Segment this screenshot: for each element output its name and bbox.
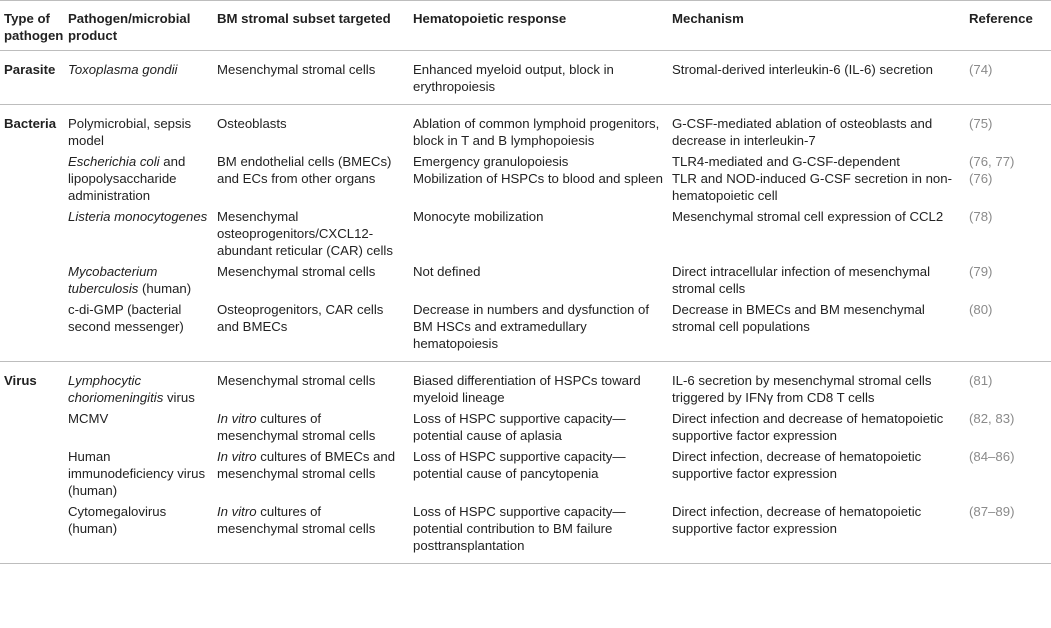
table-row [0, 51, 1051, 105]
pathogen-cell: Human immunodeficiency virus (human) [68, 449, 206, 498]
response-cell: Loss of HSPC supportive capacity—potential contribution to BM failure posttransplantation [413, 504, 626, 553]
subset-cell: BM endothelial cells (BMECs) and ECs from other organs [217, 154, 392, 186]
table-row [0, 149, 1051, 204]
subset-cell: Mesenchymal stromal cells [217, 62, 376, 77]
subset-cell: In vitro cultures of BMECs and mesenchymal stromal cells [217, 449, 396, 481]
response-cell: Enhanced myeloid output, block in erythropoiesis [413, 62, 614, 94]
mechanism-cell: Mesenchymal stromal cell expression of CCL2 [672, 209, 944, 224]
table-row [0, 297, 1051, 362]
group-virus [0, 362, 1051, 564]
mechanism-cell: Stromal-derived interleukin-6 (IL-6) secretion [672, 62, 933, 77]
reference-cell: (87–89) [969, 504, 1015, 519]
mechanism-cell: G-CSF-mediated ablation of osteoblasts and decrease in interleukin-7 [672, 116, 933, 148]
subset-cell: Osteoblasts [217, 116, 287, 131]
mechanism-cell: Direct infection, decrease of hematopoietic supportive factor expression [672, 504, 922, 536]
response-cell: Monocyte mobilization [413, 209, 544, 224]
header-type: Type of pathogen [4, 11, 64, 43]
response-cell: Ablation of common lymphoid progenitors, block in T and B lymphopoiesis [413, 116, 660, 148]
header-response: Hematopoietic response [413, 11, 567, 26]
pathogen-cell: Listeria monocytogenes [68, 209, 208, 224]
pathogen-cell: c-di-GMP (bacterial second messenger) [68, 302, 184, 334]
reference-cell: (75) [969, 116, 993, 131]
table-row [0, 406, 1051, 444]
mechanism-cell: Direct intracellular infection of mesenchymal stromal cells [672, 264, 930, 296]
type-cell: Virus [4, 373, 37, 388]
reference-cell: (81) [969, 373, 993, 388]
type-cell [0, 444, 64, 499]
table-row [0, 362, 1051, 407]
mechanism-cell: Direct infection and decrease of hematopoietic supportive factor expression [672, 411, 944, 443]
type-cell [0, 259, 64, 297]
group-bacteria [0, 105, 1051, 362]
header-subset: BM stromal subset targeted [217, 11, 391, 26]
subset-cell: Mesenchymal stromal cells [217, 373, 376, 388]
header-pathogen: Pathogen/microbial product [68, 11, 191, 43]
type-cell [0, 297, 64, 362]
type-cell: Parasite [4, 62, 56, 77]
type-cell [0, 204, 64, 259]
pathogen-cell: Toxoplasma gondii [68, 62, 178, 77]
pathogen-cell: Mycobacterium tuberculosis (human) [68, 264, 192, 296]
reference-cell: (79) [969, 264, 993, 279]
type-cell [0, 149, 64, 204]
response-cell: Not defined [413, 264, 481, 279]
reference-cell: (84–86) [969, 449, 1015, 464]
response-cell: Loss of HSPC supportive capacity—potential cause of pancytopenia [413, 449, 626, 481]
subset-cell: Mesenchymal stromal cells [217, 264, 376, 279]
table-row [0, 105, 1051, 150]
table-header [0, 1, 1051, 51]
table-row [0, 259, 1051, 297]
pathogen-cell: Cytomegalovirus (human) [68, 504, 167, 536]
response-cell: Biased differentiation of HSPCs toward myeloid lineage [413, 373, 641, 405]
pathogen-cell: Polymicrobial, sepsis model [68, 116, 192, 148]
pathogen-cell: Lymphocytic choriomeningitis virus [68, 373, 195, 405]
header-reference: Reference [969, 11, 1033, 26]
table-row [0, 444, 1051, 499]
mechanism-cell: TLR4-mediated and G-CSF-dependent TLR and NOD-induced G-CSF secretion in non-hematopoietic cell [672, 154, 952, 203]
response-cell: Emergency granulopoiesis Mobilization of HSPCs to blood and spleen [413, 154, 663, 186]
subset-cell: In vitro cultures of mesenchymal stromal cells [217, 504, 376, 536]
reference-cell: (82, 83) [969, 411, 1015, 426]
response-cell: Loss of HSPC supportive capacity—potential cause of aplasia [413, 411, 626, 443]
type-cell [0, 406, 64, 444]
subset-cell: In vitro cultures of mesenchymal stromal cells [217, 411, 376, 443]
subset-cell: Osteoprogenitors, CAR cells and BMECs [217, 302, 384, 334]
header-mechanism: Mechanism [672, 11, 744, 26]
mechanism-cell: IL-6 secretion by mesenchymal stromal cells triggered by IFNγ from CD8 T cells [672, 373, 932, 405]
pathogen-cell: MCMV [68, 411, 109, 426]
table-row [0, 499, 1051, 564]
type-cell: Bacteria [4, 116, 57, 131]
response-cell: Decrease in numbers and dysfunction of BM HSCs and extramedullary hematopoiesis [413, 302, 650, 351]
type-cell [0, 499, 64, 564]
mechanism-cell: Decrease in BMECs and BM mesenchymal stromal cell populations [672, 302, 925, 334]
reference-cell: (78) [969, 209, 993, 224]
mechanism-cell: Direct infection, decrease of hematopoietic supportive factor expression [672, 449, 922, 481]
group-parasite [0, 51, 1051, 105]
table-row [0, 204, 1051, 259]
reference-cell: (74) [969, 62, 993, 77]
subset-cell: Mesenchymal osteoprogenitors/CXCL12-abundant reticular (CAR) cells [217, 209, 393, 258]
reference-cell: (76, 77) (76) [969, 154, 1015, 186]
pathogen-cell: Escherichia coli and lipopolysaccharide administration [68, 154, 186, 203]
reference-cell: (80) [969, 302, 993, 317]
